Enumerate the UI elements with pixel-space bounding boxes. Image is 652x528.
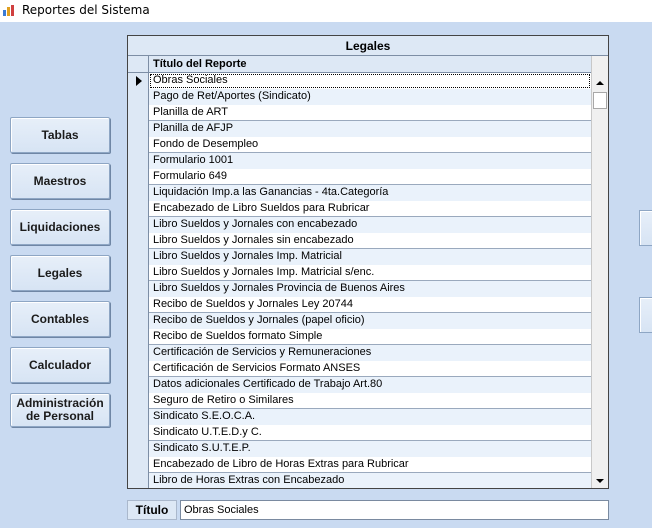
row-cell-titulo[interactable]: Libro Sueldos y Jornales Imp. Matricial [149,249,591,265]
row-cell-titulo[interactable]: Fondo de Desempleo [153,138,259,150]
nav-button-2[interactable]: Liquidaciones [10,209,110,245]
row-selector[interactable] [128,137,149,153]
grid-caption: Legales [128,36,608,56]
table-row[interactable] [128,217,591,233]
row-selector[interactable] [128,409,149,425]
row-selector[interactable] [128,281,149,297]
table-row[interactable] [128,249,591,265]
table-row[interactable] [128,457,591,473]
grid-rows [128,73,591,489]
table-row[interactable] [128,137,591,153]
row-selector[interactable] [128,361,149,377]
row-selector[interactable] [128,217,149,233]
row-selector-header [128,56,149,73]
nav-button-5[interactable]: Calculador [10,347,110,383]
row-selector[interactable] [128,473,149,489]
row-cell-titulo[interactable]: Datos adicionales Certificado de Trabajo Art.80 [149,377,591,393]
row-cell-titulo[interactable]: Libro Sueldos y Jornales Imp. Matricial s/enc. [153,266,375,278]
vertical-scrollbar[interactable] [591,56,608,489]
row-selector[interactable] [128,249,149,265]
nav-button-4[interactable]: Contables [10,301,110,337]
row-cell-titulo[interactable]: Sindicato U.T.E.D.y C. [153,426,262,438]
table-row[interactable] [128,233,591,249]
row-cell-titulo[interactable]: Seguro de Retiro o Similares [153,394,294,406]
table-row[interactable] [128,201,591,217]
table-row[interactable] [128,441,591,457]
table-row[interactable] [128,393,591,409]
row-cell-titulo[interactable]: Liquidación Imp.a las Ganancias - 4ta.Categoría [149,185,591,201]
table-row[interactable] [128,185,591,201]
row-selector[interactable] [128,393,149,409]
table-row[interactable] [128,265,591,281]
column-header-titulo[interactable]: Título del Reporte [149,56,591,73]
nav-button-1[interactable]: Maestros [10,163,110,199]
table-row[interactable] [128,425,591,441]
nav-button-3[interactable]: Legales [10,255,110,291]
table-row[interactable] [128,313,591,329]
side-button-upper[interactable] [639,210,652,246]
table-row[interactable] [128,345,591,361]
row-cell-titulo[interactable]: Sindicato S.U.T.E.P. [149,441,591,457]
row-selector[interactable] [128,153,149,169]
table-row[interactable] [128,121,591,137]
table-row[interactable] [128,297,591,313]
scroll-up-button[interactable] [592,74,608,91]
row-selector[interactable] [128,169,149,185]
current-row-pointer-icon [136,76,142,86]
table-row[interactable] [128,73,591,89]
table-row[interactable] [128,89,591,105]
row-selector[interactable] [128,201,149,217]
table-row[interactable] [128,105,591,121]
row-cell-titulo[interactable]: Encabezado de Libro Sueldos para Rubricar [153,202,370,214]
row-cell-titulo[interactable]: Certificación de Servicios y Remuneraciones [149,345,591,361]
titulo-field[interactable] [180,500,609,520]
row-selector[interactable] [128,121,149,137]
titulo-label: Título [127,500,177,520]
reports-grid [127,35,609,489]
row-cell-titulo[interactable]: Recibo de Sueldos formato Simple [153,330,323,342]
table-row[interactable] [128,409,591,425]
row-cell-titulo[interactable]: Libro de Horas Extras con Encabezado [149,473,591,489]
row-selector[interactable] [128,457,149,473]
row-selector[interactable] [128,345,149,361]
row-selector[interactable] [128,185,149,201]
nav-button-6[interactable]: Administración de Personal [10,393,110,427]
table-row[interactable] [128,329,591,345]
row-cell-titulo[interactable]: Sindicato S.E.O.C.A. [149,409,591,425]
row-cell-titulo[interactable]: Planilla de ART [153,106,229,118]
arrow-up-icon [596,81,604,85]
arrow-down-icon [596,479,604,483]
row-cell-titulo[interactable]: Pago de Ret/Aportes (Sindicato) [149,89,591,105]
scroll-down-button[interactable] [592,472,608,489]
row-cell-titulo[interactable]: Recibo de Sueldos y Jornales Ley 20744 [153,298,353,310]
side-button-lower[interactable] [639,297,652,333]
row-selector[interactable] [128,73,149,89]
row-cell-titulo[interactable]: Recibo de Sueldos y Jornales (papel oficio) [149,313,591,329]
row-cell-titulo[interactable]: Formulario 1001 [149,153,591,169]
table-row[interactable] [128,169,591,185]
table-row[interactable] [128,377,591,393]
row-cell-titulo[interactable]: Libro Sueldos y Jornales con encabezado [149,217,591,233]
row-selector[interactable] [128,377,149,393]
nav-button-0[interactable]: Tablas [10,117,110,153]
row-cell-titulo[interactable]: Libro Sueldos y Jornales sin encabezado [153,234,354,246]
row-cell-titulo[interactable]: Obras Sociales [149,73,591,89]
row-cell-titulo[interactable]: Planilla de AFJP [149,121,591,137]
row-selector[interactable] [128,313,149,329]
scroll-thumb[interactable] [593,92,607,109]
table-row[interactable] [128,361,591,377]
row-selector[interactable] [128,425,149,441]
row-cell-titulo[interactable]: Certificación de Servicios Formato ANSES [153,362,361,374]
app-icon [2,3,16,17]
title-bar [0,0,652,22]
table-row[interactable] [128,153,591,169]
row-selector[interactable] [128,105,149,121]
row-selector[interactable] [128,89,149,105]
window-title: Reportes del Sistema [22,3,150,17]
row-selector[interactable] [128,441,149,457]
row-selector[interactable] [128,265,149,281]
row-selector[interactable] [128,329,149,345]
row-cell-titulo[interactable]: Formulario 649 [153,170,227,182]
row-selector[interactable] [128,297,149,313]
table-row[interactable] [128,281,591,297]
row-selector[interactable] [128,233,149,249]
table-row[interactable] [128,473,591,489]
row-cell-titulo[interactable]: Libro Sueldos y Jornales Provincia de Buenos Aires [149,281,591,297]
row-cell-titulo[interactable]: Encabezado de Libro de Horas Extras para Rubricar [153,458,409,470]
